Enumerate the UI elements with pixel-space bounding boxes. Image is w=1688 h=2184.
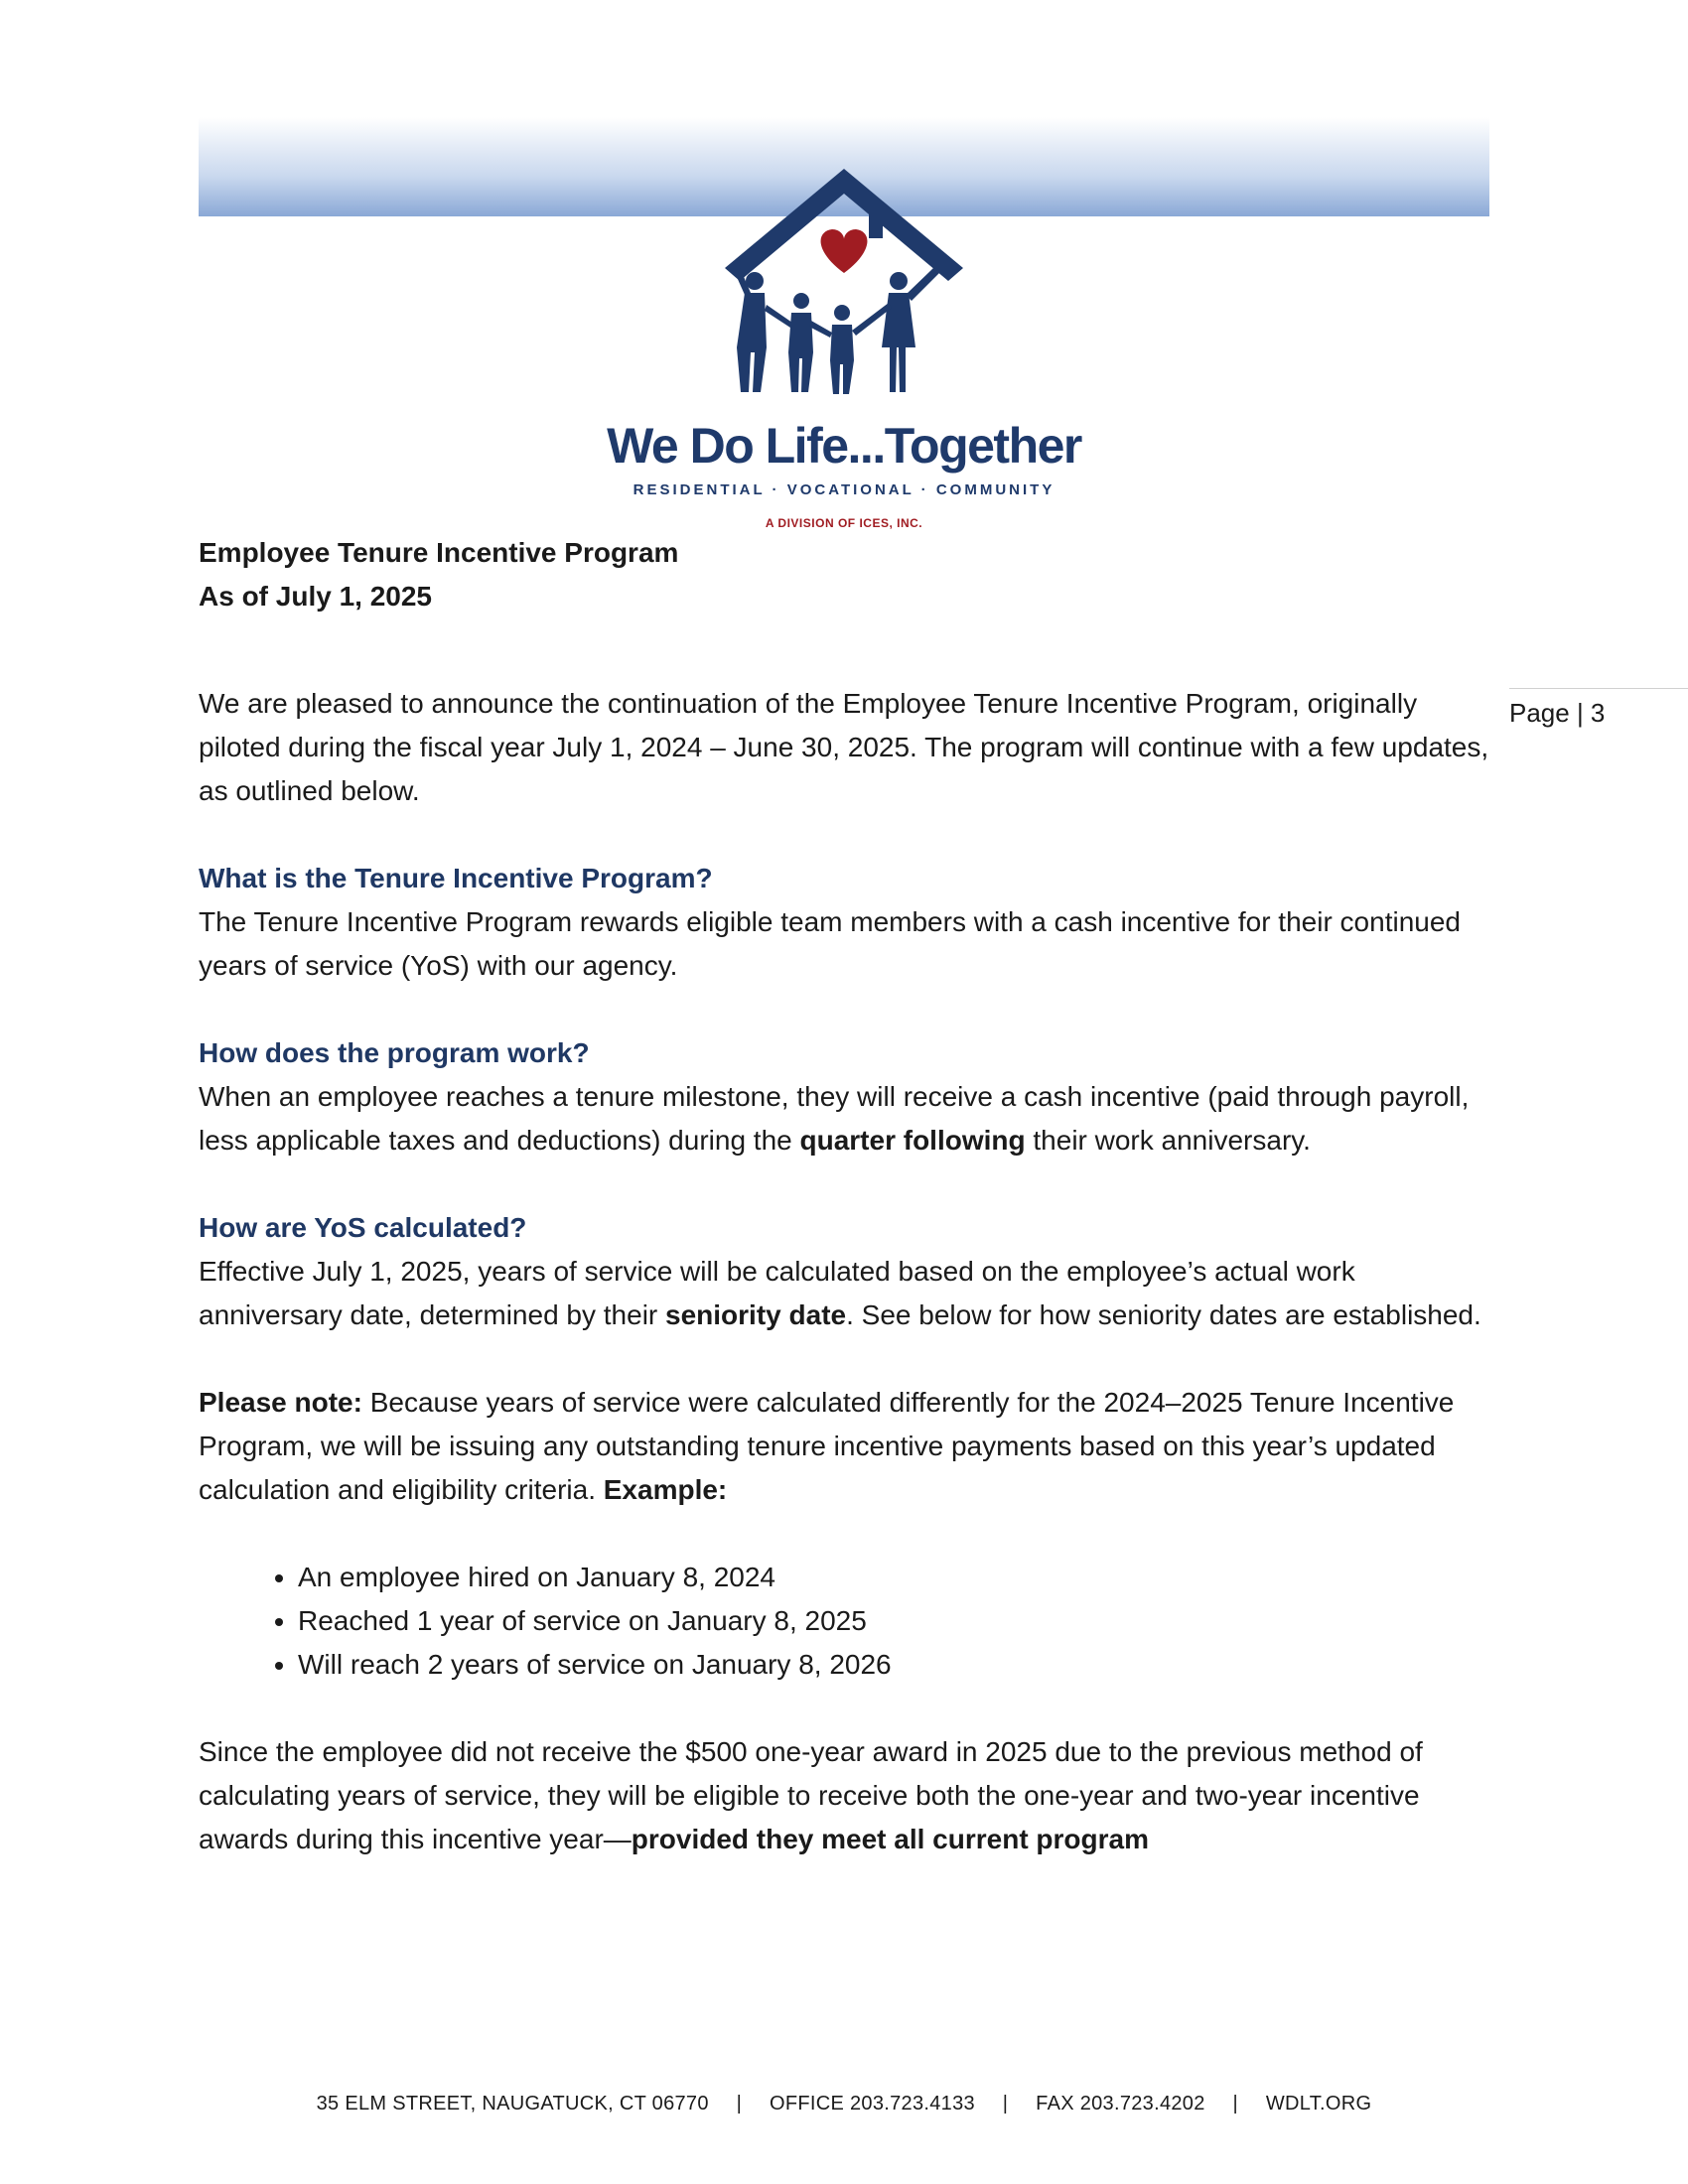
footer-fax: FAX 203.723.4202 [1036,2093,1205,2115]
logo-title: We Do Life...Together [607,418,1081,474]
list-item: • Reached 1 year of service on January 8, 2025 [298,1599,1489,1643]
footer-separator: | [1002,2093,1009,2115]
section-body-what: The Tenure Incentive Program rewards eligible team members with a cash incentive for their continued years of service (YoS) with our agency. [199,906,1461,981]
footer-website: WDLT.ORG [1265,2093,1372,2115]
document-body [199,531,1489,1861]
document-date: As of July 1, 2025 [199,581,433,612]
section-heading-yos: How are YoS calculated? [199,1212,527,1243]
closing-paragraph: Since the employee did not receive the $500 one-year award in 2025 due to the previous method of calculating years of service, they will be eligible to receive both the one-year and two-year incentive awards during this incentive year—provided they meet all current program [199,1736,1423,1854]
house-family-icon [596,164,1092,412]
example-list [199,1556,1489,1687]
footer-separator: | [1232,2093,1239,2115]
note-paragraph: Please note: Because years of service were calculated differently for the 2024–2025 Tenure Incentive Program, we will be issuing any outstanding tenure incentive payments based on this year’s updated calculation and eligibility criteria. Example: [199,1387,1455,1505]
heart-icon [821,229,868,273]
footer-office: OFFICE 203.723.4133 [770,2093,975,2115]
section-body-yos: Effective July 1, 2025, years of service will be calculated based on the employee’s actual work anniversary date, determined by their seniority date. See below for how seniority dates are established. [199,1256,1481,1330]
page-number: Page | 3 [1509,688,1688,733]
section-heading-what: What is the Tenure Incentive Program? [199,863,713,893]
organization-logo [596,164,1092,541]
list-item: • An employee hired on January 8, 2024 [298,1556,1489,1599]
list-item: • Will reach 2 years of service on January 8, 2026 [298,1643,1489,1687]
logo-division: A DIVISION OF ICES, INC. [765,516,923,530]
intro-paragraph: We are pleased to announce the continuation of the Employee Tenure Incentive Program, originally piloted during the fiscal year July 1, 2024 – June 30, 2025. The program will continue with a few updates, as outlined below. [199,688,1489,806]
document-title: Employee Tenure Incentive Program [199,537,679,568]
footer-separator: | [736,2093,743,2115]
footer-contact [0,2093,1688,2116]
logo-subtitle: RESIDENTIAL · VOCATIONAL · COMMUNITY [633,481,1055,498]
footer-address: 35 ELM STREET, NAUGATUCK, CT 06770 [316,2093,709,2115]
section-body-how: When an employee reaches a tenure milestone, they will receive a cash incentive (paid through payroll, less applicable taxes and deductions) during the quarter following their work anniversary. [199,1081,1470,1156]
section-heading-how: How does the program work? [199,1037,590,1068]
